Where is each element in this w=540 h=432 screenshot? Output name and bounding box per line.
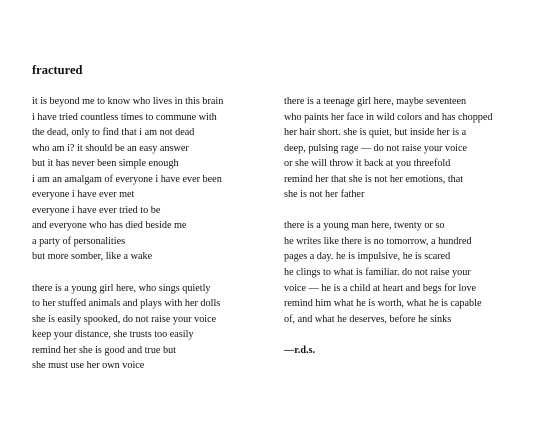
poem-line: and everyone who has died beside me bbox=[32, 220, 187, 232]
poem-line: remind him what he is worth, what he is capable bbox=[284, 298, 482, 310]
poem-line: who am i? it should be an easy answer bbox=[32, 142, 189, 154]
poem-line: she is not her father bbox=[284, 189, 365, 201]
left-stanza-2 bbox=[32, 281, 272, 374]
poem-line: to her stuffed animals and plays with her dolls bbox=[32, 298, 221, 310]
poem-line: she must use her own voice bbox=[32, 360, 145, 372]
poem-line: the dead, only to find that i am not dead bbox=[32, 127, 195, 139]
poem-line: remind her she is good and true but bbox=[32, 344, 177, 356]
poem-line: everyone i have ever met bbox=[32, 189, 135, 201]
poem-line: she is easily spooked, do not raise your voice bbox=[32, 313, 217, 325]
author-signature: —r.d.s. bbox=[284, 344, 316, 356]
right-column bbox=[284, 94, 532, 358]
poem-line: he writes like there is no tomorrow, a hundred bbox=[284, 235, 472, 247]
poem-line: it is beyond me to know who lives in this brain bbox=[32, 96, 224, 107]
poem-line: her hair short. she is quiet, but inside her is a bbox=[284, 127, 467, 139]
left-stanza-1 bbox=[32, 94, 272, 265]
poem-line: keep your distance, she trusts too easily bbox=[32, 329, 194, 341]
poem-line: deep, pulsing rage — do not raise your voice bbox=[284, 142, 468, 154]
right-stanza-2 bbox=[284, 218, 532, 327]
poem-line: i am an amalgam of everyone i have ever been bbox=[32, 173, 222, 185]
poem-line: but it has never been simple enough bbox=[32, 158, 179, 170]
poem-line: i have tried countless times to commune with bbox=[32, 111, 217, 123]
right-stanza-1 bbox=[284, 94, 532, 203]
poem-line: remind her that she is not her emotions, that bbox=[284, 173, 464, 185]
poem-line: who paints her face in wild colors and has chopped bbox=[284, 111, 493, 123]
poem-line: pages a day. he is impulsive, he is scared bbox=[284, 251, 451, 263]
poem-line: of, and what he deserves, before he sinks bbox=[284, 313, 452, 325]
poem-line: voice — he is a child at heart and begs for love bbox=[284, 282, 477, 294]
poem-line: everyone i have ever tried to be bbox=[32, 204, 161, 216]
left-column bbox=[32, 94, 272, 389]
poem-line: he clings to what is familiar. do not raise your bbox=[284, 267, 471, 279]
poem-line: there is a young girl here, who sings quietly bbox=[32, 282, 211, 294]
poem-title: fractured bbox=[32, 63, 83, 77]
poem-line: but more somber, like a wake bbox=[32, 251, 153, 263]
poem-line: or she will throw it back at you threefold bbox=[284, 158, 451, 170]
poem-line: there is a young man here, twenty or so bbox=[284, 220, 445, 232]
poem-line: there is a teenage girl here, maybe seventeen bbox=[284, 96, 467, 107]
poem-line: a party of personalities bbox=[32, 235, 126, 247]
